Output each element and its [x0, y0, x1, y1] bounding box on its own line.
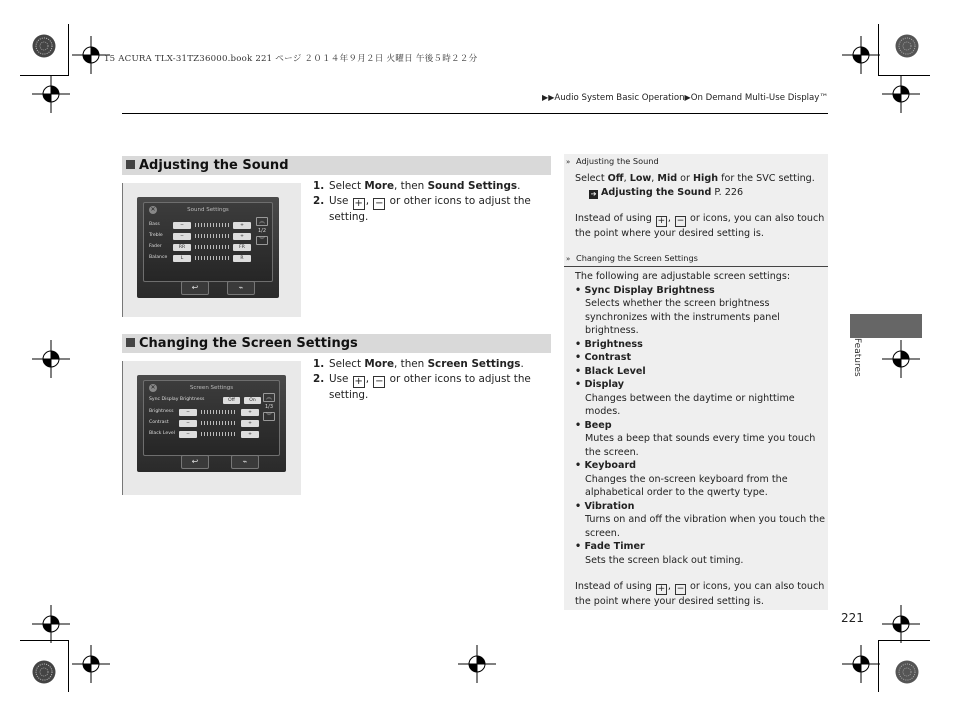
list-item: • Keyboard Changes the on-screen keyboard from the alphabetical order to the qwerty type.	[575, 459, 825, 500]
plus-icon: +	[657, 216, 666, 226]
page-number: 221	[841, 611, 864, 625]
fader-level-bar	[195, 245, 229, 249]
close-icon[interactable]: ✕	[150, 206, 156, 213]
header-rule	[122, 113, 828, 114]
balance-level-bar	[195, 256, 229, 260]
note-title-screen: » Changing the Screen Settings	[566, 253, 698, 263]
sound-settings-panel	[143, 202, 273, 282]
scroll-up-icon[interactable]: ︽	[256, 217, 268, 226]
color-rosette-top-left	[32, 34, 56, 58]
plus-icon: +	[354, 198, 363, 209]
sidebar-notes	[564, 154, 828, 610]
note-body-sound	[575, 172, 825, 241]
sound-row-balance	[149, 254, 265, 262]
list-item: • Fade Timer Sets the screen black out timing.	[575, 540, 825, 567]
registration-mark-mid-right	[882, 340, 920, 378]
color-rosette-top-right	[895, 34, 919, 58]
step-item: 2. Use + , − or other icons to adjust the setting.	[313, 195, 531, 223]
screen-settings-screen	[137, 375, 286, 472]
book-file-header: 15 ACURA TLX-31TZ36000.book 221 ページ ２０１４年９月２日 火曜日 午後５時２２分	[104, 54, 478, 64]
list-item: • Black Level	[575, 365, 825, 379]
bass-plus-button[interactable]: +	[233, 222, 251, 229]
breadcrumb	[542, 93, 828, 103]
sync-on-button[interactable]: On	[244, 397, 261, 404]
row-label: Contrast	[149, 420, 169, 425]
cross-reference-link[interactable]: ➔ Adjusting the Sound P. 226	[590, 186, 744, 198]
section-title: Adjusting the Sound	[139, 158, 289, 173]
list-item: • Brightness	[575, 338, 825, 352]
section-square-icon	[126, 160, 135, 169]
svc-line: Select Off, Low, Mid or High for the SVC setting.	[575, 173, 815, 184]
note-paragraph: Instead of using + , − or icons, you can also touch the point where your desired setting is.	[575, 213, 825, 239]
note-title-sound: » Adjusting the Sound	[566, 156, 659, 166]
brightness-minus-button[interactable]: −	[179, 409, 197, 416]
car-icon[interactable]: ⌁	[231, 455, 259, 469]
treble-level-bar	[195, 234, 229, 238]
trim-line	[20, 75, 69, 76]
screen-row-brightness	[149, 408, 275, 416]
plus-icon: +	[354, 376, 363, 387]
note-body-screen	[575, 270, 825, 609]
brightness-plus-button[interactable]: +	[241, 409, 259, 416]
fader-rear-button[interactable]: RR	[173, 244, 191, 251]
trim-line	[20, 640, 69, 641]
section-heading-screen	[122, 334, 551, 353]
screen-row-sync-brightness	[149, 396, 275, 404]
page-indicator: 1/3	[264, 404, 274, 410]
settings-list	[575, 284, 825, 568]
reference-arrow-icon: ➔	[590, 189, 597, 198]
registration-mark-bottom-left-2	[72, 645, 110, 683]
sound-row-bass	[149, 221, 265, 229]
screen-title: Sound Settings	[187, 207, 229, 213]
page-scroll-control	[256, 217, 268, 247]
scroll-up-icon[interactable]: ︽	[263, 393, 275, 402]
minus-icon: −	[676, 216, 685, 226]
chapter-tab[interactable]	[850, 314, 922, 338]
row-label: Treble	[149, 233, 163, 238]
back-arrow-icon[interactable]: ↩	[181, 281, 209, 295]
breadcrumb-section[interactable]: Audio System Basic Operation	[554, 93, 685, 103]
breadcrumb-arrow-icon: ▶▶	[542, 93, 555, 102]
note-paragraph: Instead of using + , − or icons, you can also touch the point where your desired setting is.	[575, 581, 825, 607]
section-square-icon	[126, 338, 135, 347]
row-label: Black Level	[149, 431, 176, 436]
breadcrumb-separator-icon: ▶	[684, 93, 691, 102]
more-label: More	[364, 180, 395, 192]
black-level-bar	[201, 432, 237, 436]
row-label: Sync Display Brightness	[149, 397, 205, 402]
balance-left-button[interactable]: L	[173, 255, 191, 262]
note-divider	[564, 266, 828, 267]
list-item: • Sync Display Brightness Selects whether the screen brightness synchronizes with the instruments panel brightness.	[575, 284, 825, 338]
step-item: 2. Use + , − or other icons to adjust the setting.	[313, 373, 531, 401]
registration-mark-bottom-left	[32, 605, 70, 643]
back-arrow-icon[interactable]: ↩	[181, 455, 209, 469]
trim-line	[878, 640, 879, 692]
contrast-plus-button[interactable]: +	[241, 420, 259, 427]
treble-plus-button[interactable]: +	[233, 233, 251, 240]
color-rosette-bottom-right	[895, 660, 919, 684]
row-label: Brightness	[149, 409, 174, 414]
close-icon[interactable]: ✕	[150, 384, 156, 391]
list-item: • Contrast	[575, 351, 825, 365]
contrast-minus-button[interactable]: −	[179, 420, 197, 427]
note-intro: The following are adjustable screen settings:	[575, 271, 791, 282]
section-heading-sound	[122, 156, 551, 175]
screen-settings-panel	[143, 380, 280, 456]
black-level-plus-button[interactable]: +	[241, 431, 259, 438]
note-marker-icon: »	[566, 158, 571, 166]
scroll-down-icon[interactable]: ︾	[263, 412, 275, 421]
registration-mark-bottom-center	[458, 645, 496, 683]
trim-line	[68, 640, 69, 692]
screen-footer	[143, 281, 273, 295]
list-item: • Display Changes between the daytime or nighttime modes.	[575, 378, 825, 419]
trim-line	[878, 640, 930, 641]
screen-title: Screen Settings	[189, 385, 234, 391]
registration-mark-top-left-2	[32, 75, 70, 113]
minus-icon: −	[676, 584, 685, 594]
registration-mark-top-right-2	[882, 75, 920, 113]
scroll-down-icon[interactable]: ︾	[256, 236, 268, 245]
note-marker-icon: »	[566, 255, 571, 263]
black-level-minus-button[interactable]: −	[179, 431, 197, 438]
sound-settings-label: Sound Settings	[427, 180, 518, 192]
treble-minus-button[interactable]: −	[173, 233, 191, 240]
screen-settings-screenshot-frame	[122, 361, 301, 495]
screen-footer	[143, 455, 280, 469]
row-label: Fader	[149, 244, 162, 249]
sound-row-fader	[149, 243, 265, 251]
registration-mark-top-right	[842, 36, 880, 74]
screen-row-contrast	[149, 419, 275, 427]
sync-off-button[interactable]: Off	[223, 397, 240, 404]
minus-icon: −	[375, 376, 384, 387]
list-item: • Vibration Turns on and off the vibration when you touch the screen.	[575, 500, 825, 541]
screen-settings-label: Screen Settings	[427, 358, 521, 370]
screen-row-black-level	[149, 430, 275, 438]
trim-line	[878, 75, 930, 76]
car-icon[interactable]: ⌁	[227, 281, 255, 295]
sound-row-treble	[149, 232, 265, 240]
registration-mark-bottom-right-2	[842, 645, 880, 683]
fader-front-button[interactable]: FR	[233, 244, 251, 251]
step-item: 1. Select More, then Screen Settings.	[313, 358, 524, 370]
more-label: More	[364, 358, 395, 370]
breadcrumb-page: On Demand Multi-Use Display™	[690, 93, 828, 103]
row-label: Balance	[149, 255, 168, 260]
minus-icon: −	[375, 198, 384, 209]
bass-level-bar	[195, 223, 229, 227]
sound-settings-screenshot-frame	[122, 183, 301, 317]
chapter-tab-label: Features	[852, 338, 862, 377]
bass-minus-button[interactable]: −	[173, 222, 191, 229]
row-label: Bass	[149, 222, 160, 227]
contrast-level-bar	[201, 421, 237, 425]
screen-steps	[313, 357, 549, 403]
section-title: Changing the Screen Settings	[139, 336, 358, 351]
balance-right-button[interactable]: R	[233, 255, 251, 262]
step-item: 1. Select More, then Sound Settings.	[313, 180, 521, 192]
color-rosette-bottom-left	[32, 660, 56, 684]
sound-steps	[313, 179, 549, 225]
page-scroll-control	[263, 393, 275, 423]
plus-icon: +	[657, 584, 666, 594]
registration-mark-mid-left	[32, 340, 70, 378]
trim-line	[878, 24, 879, 76]
brightness-level-bar	[201, 410, 237, 414]
page-indicator: 1/2	[257, 228, 267, 234]
sound-settings-screen	[137, 197, 279, 298]
trim-line	[68, 24, 69, 76]
list-item: • Beep Mutes a beep that sounds every time you touch the screen.	[575, 419, 825, 460]
registration-mark-bottom-right	[882, 605, 920, 643]
